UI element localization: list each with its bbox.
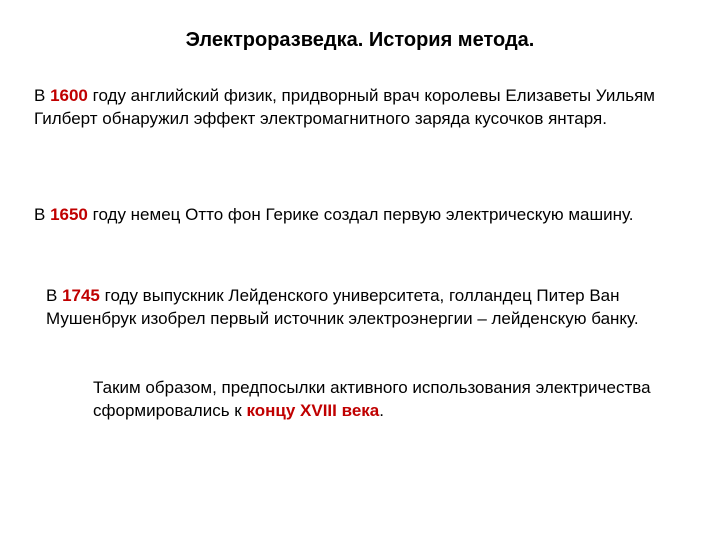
paragraph-prefix: В [34,86,51,105]
year-highlight: 1745 [62,286,100,305]
paragraph-text: году выпускник Лейденского университета, голландец Питер Ван Мушенбрук изобрел первый источник электроэнергии – лейденскую банку. [46,286,639,328]
history-paragraph-1600 [34,84,684,130]
year-highlight: 1600 [50,86,88,105]
year-highlight: 1650 [50,205,88,224]
conclusion-highlight: концу XVIII века [246,401,380,420]
history-paragraph-1650 [34,203,684,226]
conclusion-text: Таким образом, предпосылки активного использования электричества сформировались к [93,378,651,420]
paragraph-prefix: В [34,205,51,224]
conclusion-end: . [379,401,384,420]
paragraph-text: году немец Отто фон Герике создал первую электрическую машину. [87,205,634,224]
paragraph-text: году английский физик, придворный врач королевы Елизаветы Уильям Гилберт обнаружил эффект электромагнитного заряда кусочков янтаря. [34,86,655,128]
conclusion-paragraph [93,376,653,422]
page-title: Электроразведка. История метода. [185,29,535,51]
paragraph-prefix: В [46,286,63,305]
history-paragraph-1745 [46,284,696,330]
